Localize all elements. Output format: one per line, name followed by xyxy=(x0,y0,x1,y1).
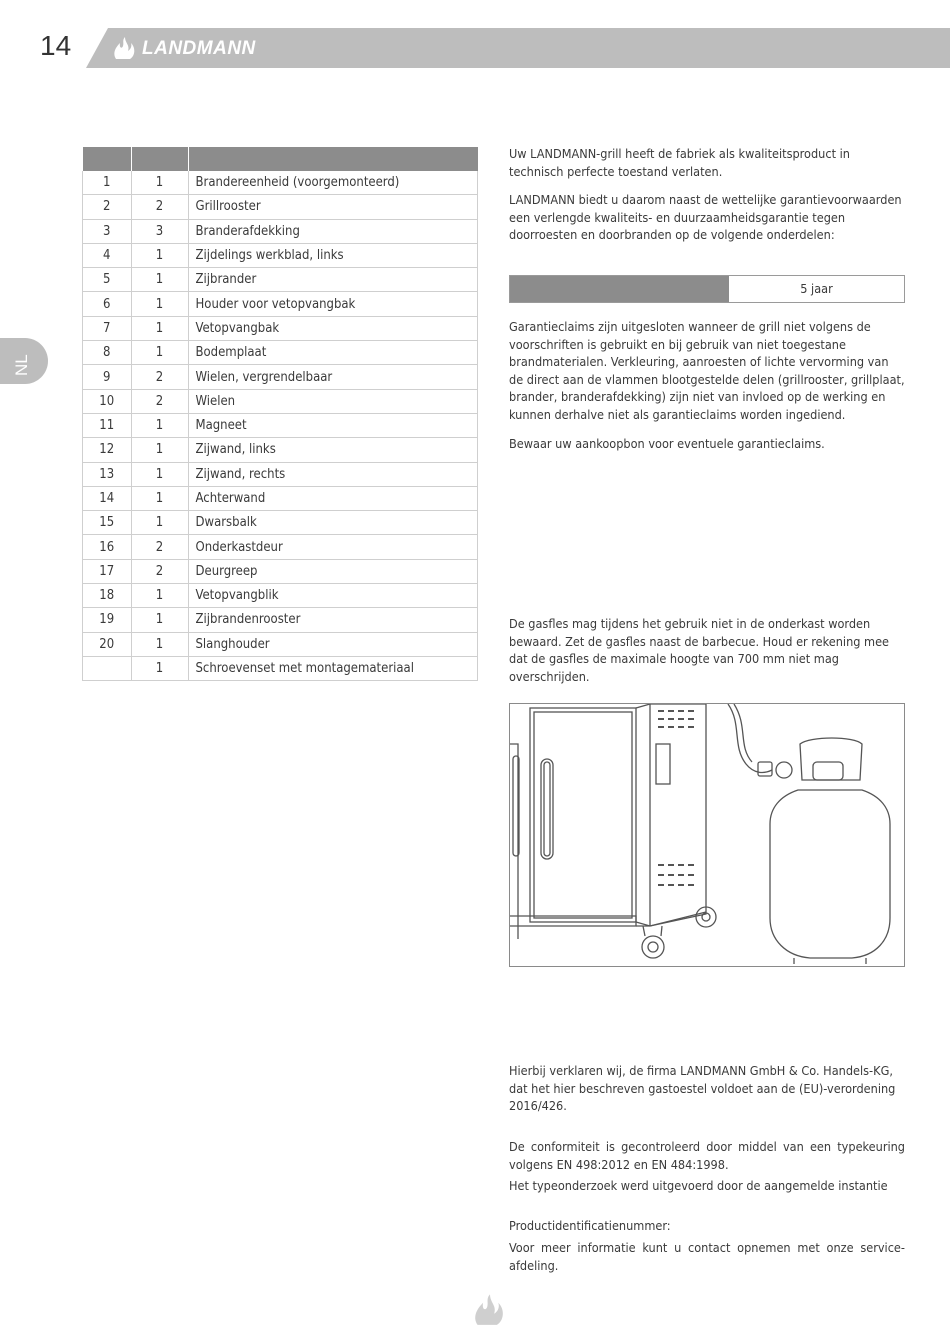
part-number: 12 xyxy=(83,438,132,462)
part-description: Branderafdekking xyxy=(188,219,478,243)
part-quantity: 2 xyxy=(131,535,188,559)
part-quantity: 1 xyxy=(131,608,188,632)
service-contact: Voor meer informatie kunt u contact opnemen met onze service-afdeling. xyxy=(509,1240,905,1273)
part-description: Zijwand, links xyxy=(188,438,478,462)
warranty-offer: LANDMANN biedt u daarom naast de wettelijke garantievoorwaarden een verlengde kwaliteits- en duurzaamheidsgarantie tegen doorroesten en doorbranden op de volgende onderdelen: xyxy=(509,192,902,243)
table-row xyxy=(83,316,478,340)
part-quantity: 1 xyxy=(131,316,188,340)
language-tab-label: NL xyxy=(12,354,31,376)
part-number xyxy=(83,656,132,680)
part-description: Onderkastdeur xyxy=(188,535,478,559)
parts-table-body xyxy=(83,171,478,681)
part-description: Zijdelings werkblad, links xyxy=(188,243,478,267)
grill-gas-bottle-illustration xyxy=(510,704,904,966)
part-quantity: 1 xyxy=(131,486,188,510)
table-row xyxy=(83,268,478,292)
part-quantity: 2 xyxy=(131,365,188,389)
part-description: Wielen, vergrendelbaar xyxy=(188,365,478,389)
conformity-declaration: Hierbij verklaren wij, de firma LANDMANN GmbH & Co. Handels-KG, dat het hier beschreven gastoestel voldoet aan de (EU)-verordening 2016/426. xyxy=(509,1063,896,1114)
table-row xyxy=(83,559,478,583)
table-row xyxy=(83,413,478,437)
part-number: 3 xyxy=(83,219,132,243)
part-number: 13 xyxy=(83,462,132,486)
warranty-exclusions: Garantieclaims zijn uitgesloten wanneer de grill niet volgens de voorschriften is gebruikt en bij gebruik van niet toegestane brandmaterialen. Verkleuring, aanroesten of lichte vervorming van de direct aan de vlammen blootgestelde delen (grillrooster, grillplaat, brander, branderafdekking) zijn niet van invloed op de werking en kunnen derhalve niet als garantieclaims worden ingediend. xyxy=(509,319,905,422)
table-row xyxy=(83,341,478,365)
warranty-period-row xyxy=(509,275,905,303)
part-number: 1 xyxy=(83,171,132,195)
part-quantity: 1 xyxy=(131,632,188,656)
part-number: 20 xyxy=(83,632,132,656)
footer-logo xyxy=(472,1294,508,1332)
part-description: Dwarsbalk xyxy=(188,511,478,535)
part-number: 9 xyxy=(83,365,132,389)
part-quantity: 1 xyxy=(131,511,188,535)
part-quantity: 1 xyxy=(131,341,188,365)
part-quantity: 1 xyxy=(131,438,188,462)
brand-logo xyxy=(112,36,256,62)
part-description: Grillrooster xyxy=(188,195,478,219)
table-row xyxy=(83,171,478,195)
header-cell-qty xyxy=(131,147,188,171)
part-description: Wielen xyxy=(188,389,478,413)
part-number: 18 xyxy=(83,584,132,608)
part-description: Achterwand xyxy=(188,486,478,510)
part-number: 6 xyxy=(83,292,132,316)
header-cell-no xyxy=(83,147,132,171)
table-row xyxy=(83,292,478,316)
part-description: Zijbrander xyxy=(188,268,478,292)
warranty-intro: Uw LANDMANN-grill heeft de fabriek als kwaliteitsproduct in technisch perfecte toestand verlaten. xyxy=(509,146,850,179)
table-row xyxy=(83,486,478,510)
page-number: 14 xyxy=(40,30,72,61)
part-quantity: 1 xyxy=(131,243,188,267)
part-quantity: 1 xyxy=(131,413,188,437)
gas-bottle-figure xyxy=(509,703,905,967)
part-number: 17 xyxy=(83,559,132,583)
part-quantity: 1 xyxy=(131,462,188,486)
table-row xyxy=(83,511,478,535)
table-row xyxy=(83,462,478,486)
brand-name: LANDMANN xyxy=(142,38,256,59)
part-number: 4 xyxy=(83,243,132,267)
part-number: 2 xyxy=(83,195,132,219)
part-description: Zijbrandenrooster xyxy=(188,608,478,632)
table-row xyxy=(83,656,478,680)
part-description: Schroevenset met montagemateriaal xyxy=(188,656,478,680)
part-description: Magneet xyxy=(188,413,478,437)
parts-table-header xyxy=(83,147,478,171)
part-number: 15 xyxy=(83,511,132,535)
part-description: Brandereenheid (voorgemonteerd) xyxy=(188,171,478,195)
part-description: Vetopvangbak xyxy=(188,316,478,340)
header-cell-desc xyxy=(188,147,478,171)
table-row xyxy=(83,438,478,462)
table-row xyxy=(83,365,478,389)
part-quantity: 2 xyxy=(131,389,188,413)
type-examination: Het typeonderzoek werd uitgevoerd door de aangemelde instantie xyxy=(509,1178,888,1193)
part-description: Slanghouder xyxy=(188,632,478,656)
part-number: 8 xyxy=(83,341,132,365)
part-number: 16 xyxy=(83,535,132,559)
part-quantity: 1 xyxy=(131,292,188,316)
conformity-check: De conformiteit is gecontroleerd door middel van een typekeuring volgens EN 498:2012 en EN 484:1998. xyxy=(509,1139,905,1172)
part-quantity: 1 xyxy=(131,268,188,292)
part-number: 19 xyxy=(83,608,132,632)
part-number: 14 xyxy=(83,486,132,510)
warranty-part-cell xyxy=(510,276,729,302)
table-row xyxy=(83,389,478,413)
flame-logo-icon xyxy=(472,1294,508,1328)
part-description: Deurgreep xyxy=(188,559,478,583)
table-row xyxy=(83,584,478,608)
part-quantity: 1 xyxy=(131,584,188,608)
part-description: Vetopvangblik xyxy=(188,584,478,608)
part-number: 11 xyxy=(83,413,132,437)
table-row xyxy=(83,535,478,559)
part-number: 5 xyxy=(83,268,132,292)
part-quantity: 2 xyxy=(131,195,188,219)
warranty-period: 5 jaar xyxy=(800,281,833,296)
part-description: Zijwand, rechts xyxy=(188,462,478,486)
parts-table xyxy=(82,147,478,681)
part-quantity: 2 xyxy=(131,559,188,583)
table-row xyxy=(83,608,478,632)
part-description: Houder voor vetopvangbak xyxy=(188,292,478,316)
flame-logo-icon xyxy=(112,37,138,61)
table-row xyxy=(83,195,478,219)
part-number: 10 xyxy=(83,389,132,413)
part-quantity: 3 xyxy=(131,219,188,243)
part-description: Bodemplaat xyxy=(188,341,478,365)
gas-bottle-instructions: De gasfles mag tijdens het gebruik niet in de onderkast worden bewaard. Zet de gasfles naast de barbecue. Houd er rekening mee dat de gasfles de maximale hoogte van 700 mm niet mag overschrijden. xyxy=(509,616,890,684)
table-row xyxy=(83,219,478,243)
table-row xyxy=(83,243,478,267)
receipt-note: Bewaar uw aankoopbon voor eventuele garantieclaims. xyxy=(509,436,825,451)
part-number: 7 xyxy=(83,316,132,340)
part-quantity: 1 xyxy=(131,171,188,195)
language-tab xyxy=(0,338,48,384)
product-id-label: Productidentificatienummer: xyxy=(509,1218,671,1233)
table-row xyxy=(83,632,478,656)
part-quantity: 1 xyxy=(131,656,188,680)
